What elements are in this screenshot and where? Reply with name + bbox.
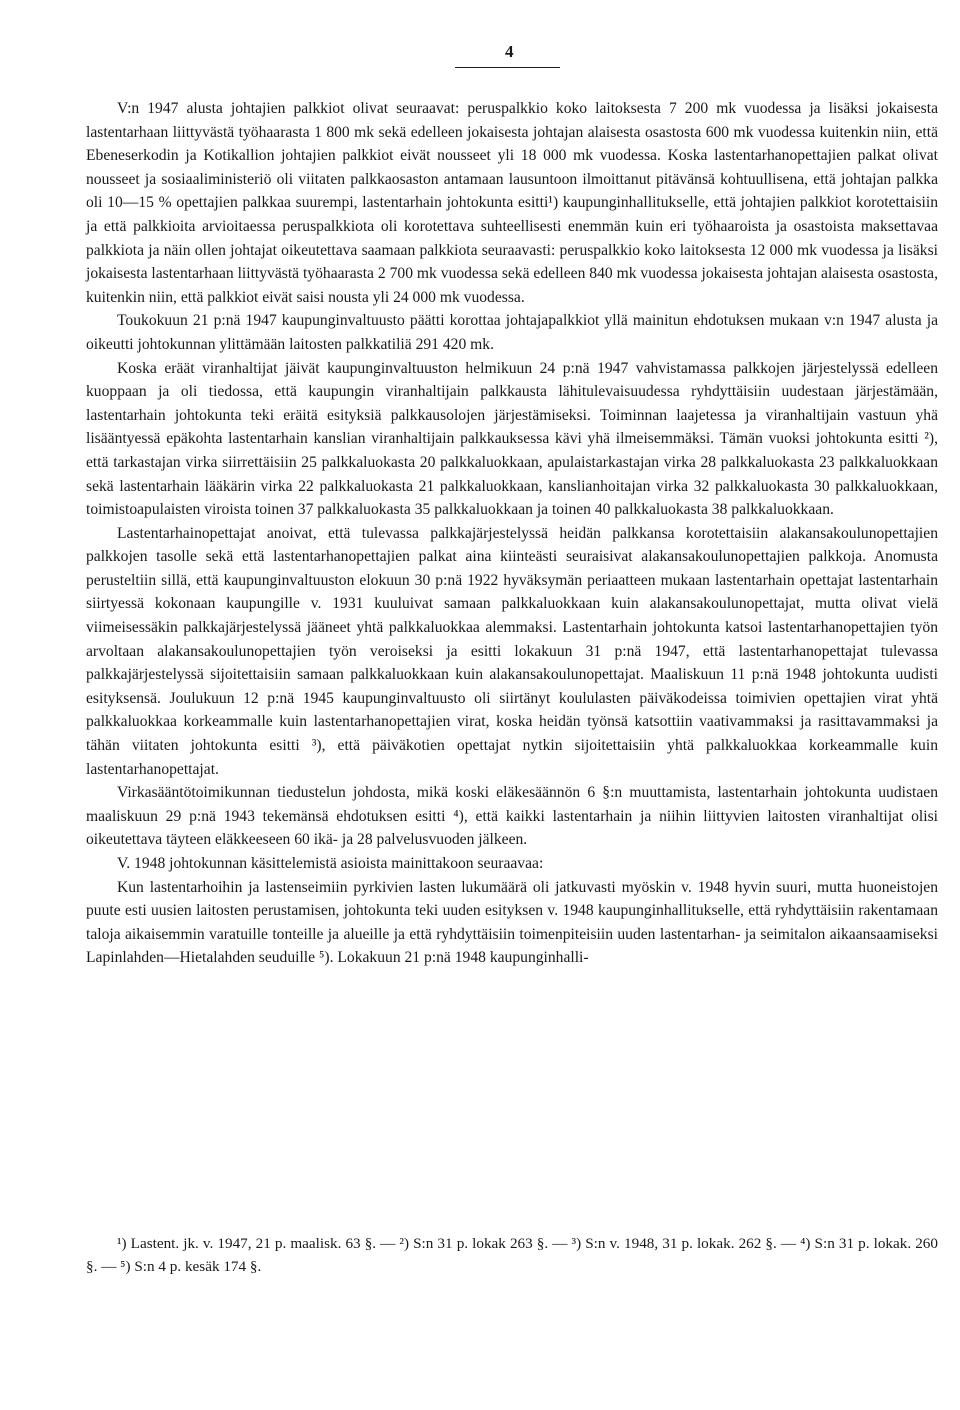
footnote-separator	[86, 1222, 286, 1223]
paragraph: Toukokuun 21 p:nä 1947 kaupunginvaltuusto päätti korottaa johtajapalkkiot yllä mainitun ehdotuksen mukaan v:n 1947 alusta ja oikeutti johtokunnan ylittämään laitosten palkkatiliä 291 420 mk.	[86, 312, 938, 353]
paragraph: V. 1948 johtokunnan käsittelemistä asioista mainittakoon seuraavaa:	[117, 855, 544, 872]
footnotes	[86, 1232, 938, 1278]
header-rule	[455, 67, 560, 68]
paragraph: Lastentarhainopettajat anoivat, että tulevassa palkkajärjestelyssä heidän palkkansa korotettaisiin alakansakoulunopettajien palkkojen tasolle sekä että lastentarhanopettajien palkat aina kiinteästi seuraisivat alakansakoulunopettajien palkkoja. Anomusta perusteltiin sillä, että kaupunginvaltuuston elokuun 30 p:nä 1922 hyväksymän periaatteen mukaan lastentarhain opettajat lastentarhain siirtyessä kokonaan kaupungille v. 1931 kuuluivat samaan palkkaluokkaan kuin alakansakoulunopettajat, mutta olivat vielä viimeisessäkin palkkajärjestelyssä jääneet yhtä palkkaluokkaa alemmaksi. Lastentarhain johtokunta katsoi lastentarhanopettajien työn arvoltaan alakansakoulunopettajien työn veroiseksi ja esitti lokakuun 31 p:nä 1947, että lastentarhanopettajat tulevassa palkkajärjestelyssä sijoitettaisiin samaan palkkaluokkaan kuin alakansakoulunopettajat. Maaliskuun 11 p:nä 1948 johtokunta uudisti esityksensä. Joulukuun 12 p:nä 1945 kaupunginvaltuusto oli siirtänyt koululasten päiväkodeissa toimivien opettajien virat yhtä palkkaluokkaa korkeammalle kuin lastentarhanopettajien virat, koska heidän työnsä katsottiin vaativammaksi ja rasittavammaksi ja tähän viitaten johtokunta esitti ³), että päiväkotien opettajat nytkin sijoitettaisiin yhtä palkkaluokkaa korkeammalle kuin lastentarhanopettajat.	[86, 524, 938, 778]
page-number: 4	[505, 42, 514, 61]
paragraph: V:n 1947 alusta johtajien palkkiot olivat seuraavat: peruspalkkio koko laitoksesta 7 200 mk vuodessa ja lisäksi jokaisesta lastentarhaan liittyvästä työhaarasta 1 800 mk sekä edelleen jokaisesta johtajan alaisesta osastosta 600 mk vuodessa kuitenkin niin, että Ebeneserkodin ja Kotikallion johtajien palkkiot eivät nousseet yli 18 000 mk vuodessa. Koska lastentarhanopettajien palkat olivat nousseet ja sosiaaliministeriö oli viitaten palkkaosaston antamaan lausuntoon ilmoittanut pitävänsä kohtuullisena, että johtajan palkka oli 10—15 % opettajien palkkaa suurempi, lastentarhain johtokunta esitti¹) kaupunginhallitukselle, että johtajien palkkiot korotettaisiin ja että palkkioita arvioitaessa peruspalkkiota oli korotettava suhteellisesti enemmän kuin eri työhaaroista ja osastoista maksettavaa palkkiota ja näin ollen johtajat oikeutettava saamaan palkkiota seuraavasti: peruspalkkio koko laitoksesta 12 000 mk vuodessa ja lisäksi jokaisesta lastentarhaan liittyvästä työhaarasta 2 700 mk vuodessa sekä edelleen 840 mk vuodessa jokaisesta johtajan alaisesta osastosta, kuitenkin niin, että palkkiot eivät saisi nousta yli 24 000 mk vuodessa.	[86, 100, 938, 306]
footnote-text: ¹) Lastent. jk. v. 1947, 21 p. maalisk. 63 §. — ²) S:n 31 p. lokak 263 §. — ³) S:n v. 1948, 31 p. lokak. 262 §. — ⁴) S:n 31 p. lokak. 260 §. — ⁵) S:n 4 p. kesäk 174 §.	[86, 1235, 938, 1275]
paragraph: Kun lastentarhoihin ja lastenseimiin pyrkivien lasten lukumäärä oli jatkuvasti myöskin v. 1948 hyvin suuri, mutta huoneistojen puute esti uusien laitosten perustamisen, johtokunta teki uuden esityksen v. 1948 kaupunginhallitukselle, että ryhdyttäisiin rakentamaan taloja aikaisemmin varatuille tonteille ja alueille ja että ryhdyttäisiin toimenpiteisiin uuden lastentarhan- ja seimitalon aikaansaamiseksi Lapinlahden—Hietalahden seuduille ⁵). Lokakuun 21 p:nä 1948 kaupunginhalli-	[86, 878, 938, 967]
paragraph: Koska eräät viranhaltijat jäivät kaupunginvaltuuston helmikuun 24 p:nä 1947 vahvistamassa palkkojen järjestelyssä edelleen kuoppaan ja oli tiedossa, että kaupungin viranhaltijain palkkausta lähitulevaisuudessa ryhdyttäisiin uudestaan järjestämään, lastentarhain johtokunta teki eräitä esityksiä palkkausolojen järjestämiseksi. Toiminnan laajetessa ja viranhaltijain vastuun yhä lisääntyessä epäkohta lastentarhain kanslian viranhaltijain palkkauksessa kävi yhä ilmeisemmäksi. Tämän vuoksi johtokunta esitti ²), että tarkastajan virka siirrettäisiin 25 palkkaluokasta 20 palkkaluokkaan, apulaistarkastajan virka 28 palkkaluokasta 23 palkkaluokkaan sekä lastentarhain lääkärin virka 22 palkkaluokasta 21 palkkaluokkaan, kanslianhoitajan virka 32 palkkaluokasta 30 palkkaluokkaan, toimistoapulaisten viroista toinen 37 palkkaluokasta 35 palkkaluokkaan ja toinen 40 palkkaluokasta 38 palkkaluokkaan.	[86, 359, 938, 519]
body-text	[86, 97, 938, 970]
paragraph: Virkasääntötoimikunnan tiedustelun johdosta, mikä koski eläkesäännön 6 §:n muuttamista, lastentarhain johtokunta uudistaen maaliskuun 29 p:nä 1943 tekemänsä ehdotuksen esitti ⁴), että kaikki lastentarhain ja niihin liittyvien laitosten viranhaltijat olisi oikeutettava täyteen eläkkeeseen 60 ikä- ja 28 palvelusvuoden jälkeen.	[86, 784, 938, 849]
